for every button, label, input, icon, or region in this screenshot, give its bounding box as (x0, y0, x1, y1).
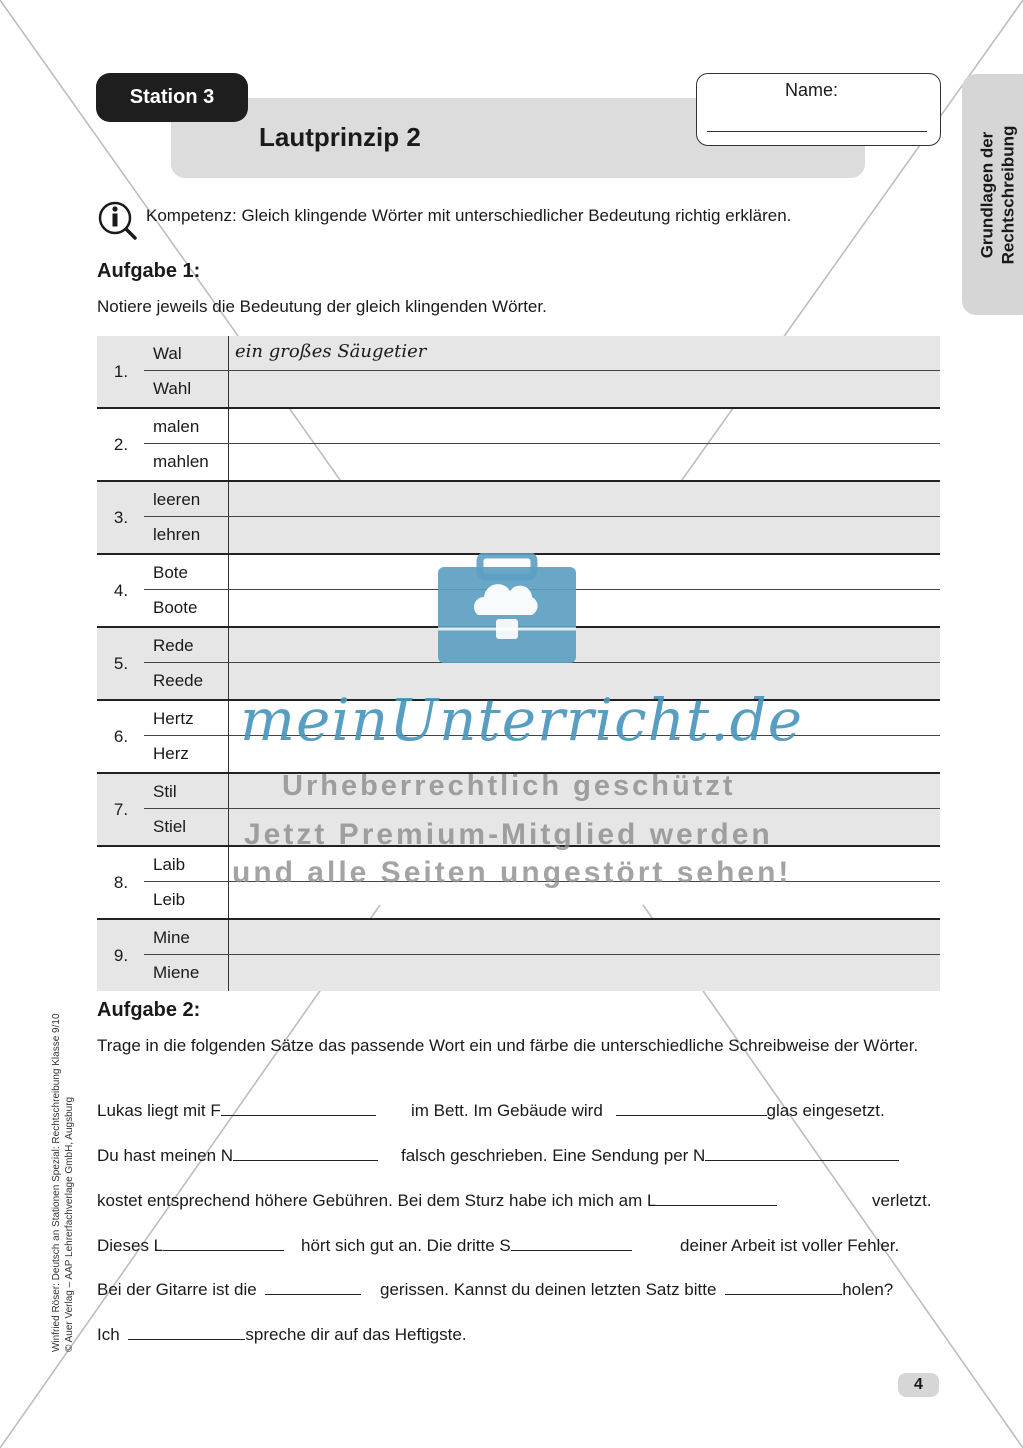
side-tab-label (976, 125, 1018, 264)
task2-instruction: Trage in die folgenden Sätze das passende Wort ein und färbe die unterschiedliche Schreibweise der Wörter. (97, 1036, 919, 1055)
word: Hertz (153, 709, 194, 728)
fill-blank[interactable] (163, 1236, 284, 1251)
word: Reede (153, 671, 204, 690)
sentence-line-3: kostet entsprechend höhere Gebühren. Bei dem Sturz habe ich mich am L (97, 1191, 777, 1211)
word: mahlen (153, 452, 209, 471)
answer-field[interactable]: ein großes Säugetier (235, 341, 427, 362)
word: Laib (153, 855, 186, 874)
sentence-line-5: Bei der Gitarre ist die (97, 1280, 361, 1300)
word: Stiel (153, 817, 187, 836)
side-tab-line-1: Grundlagen der (977, 131, 997, 258)
row-number: 9. (113, 945, 129, 965)
task1-heading: Aufgabe 1: (97, 260, 201, 282)
fill-blank[interactable] (616, 1101, 767, 1116)
word: Boote (153, 598, 198, 617)
word: Leib (153, 890, 186, 909)
side-tab-line-2: Rechtschreibung (998, 125, 1018, 264)
fill-blank[interactable] (221, 1101, 376, 1116)
watermark-line-3: und alle Seiten ungestört sehen! (232, 856, 792, 889)
credit-text: Winfried Röser: Deutsch an Stationen Spezial: Rechtschreibung Klasse 9/10 © Auer Verlag – AAP Lehrerfachverlage GmbH, Augsburg (51, 1013, 75, 1352)
fill-blank[interactable] (725, 1280, 842, 1295)
row-number: 5. (113, 653, 129, 673)
table-row-group (97, 482, 940, 555)
watermark-line-1: Urheberrechtlich geschützt (282, 770, 736, 802)
fill-blank[interactable] (265, 1280, 361, 1295)
fill-blank[interactable] (705, 1146, 899, 1161)
row-number: 1. (113, 361, 129, 381)
station-badge: Station 3 (96, 73, 248, 122)
word: Wahl (153, 379, 192, 398)
word: Stil (153, 782, 177, 801)
word: lehren (153, 525, 201, 544)
table-row-group (97, 920, 940, 991)
row-number: 2. (113, 434, 129, 454)
info-magnifier-icon (97, 200, 137, 240)
row-number: 7. (113, 799, 129, 819)
word: Rede (153, 636, 194, 655)
word: Bote (153, 563, 188, 582)
row-number: 3. (113, 507, 129, 527)
watermark-line-2: Jetzt Premium-Mitglied werden (244, 818, 773, 851)
task2-heading: Aufgabe 2: (97, 999, 201, 1021)
fill-blank[interactable] (511, 1236, 632, 1251)
word: Mine (153, 928, 190, 947)
sentence-line-4: Dieses L (97, 1236, 284, 1256)
word: Wal (153, 344, 182, 363)
sentence-line-1: Lukas liegt mit F (97, 1101, 376, 1121)
table-row-group (97, 409, 940, 482)
briefcase-cloud-icon (436, 553, 578, 665)
name-input-line[interactable] (707, 131, 927, 132)
table-row-group (97, 336, 940, 409)
row-number: 4. (113, 580, 129, 600)
sentence-line-6: Ich spreche dir auf das Heftigste. (97, 1325, 467, 1344)
word: Miene (153, 963, 200, 982)
word: malen (153, 417, 200, 436)
page-number: 4 (898, 1373, 939, 1397)
page-title: Lautprinzip 2 (259, 122, 421, 152)
fill-blank[interactable] (656, 1191, 777, 1206)
sentence-line-2: Du hast meinen N (97, 1146, 378, 1166)
word: leeren (153, 490, 201, 509)
name-label: Name: (785, 80, 839, 100)
fill-blank[interactable] (233, 1146, 378, 1161)
row-number: 6. (113, 726, 129, 746)
row-number: 8. (113, 872, 129, 892)
fill-blank[interactable] (128, 1325, 245, 1340)
competence-text: Kompetenz: Gleich klingende Wörter mit unterschiedlicher Bedeutung richtig erklären. (146, 206, 792, 225)
task1-instruction: Notiere jeweils die Bedeutung der gleich klingenden Wörter. (97, 297, 547, 316)
watermark-brand: meinUnterricht.de (240, 686, 804, 754)
word: Herz (153, 744, 189, 763)
